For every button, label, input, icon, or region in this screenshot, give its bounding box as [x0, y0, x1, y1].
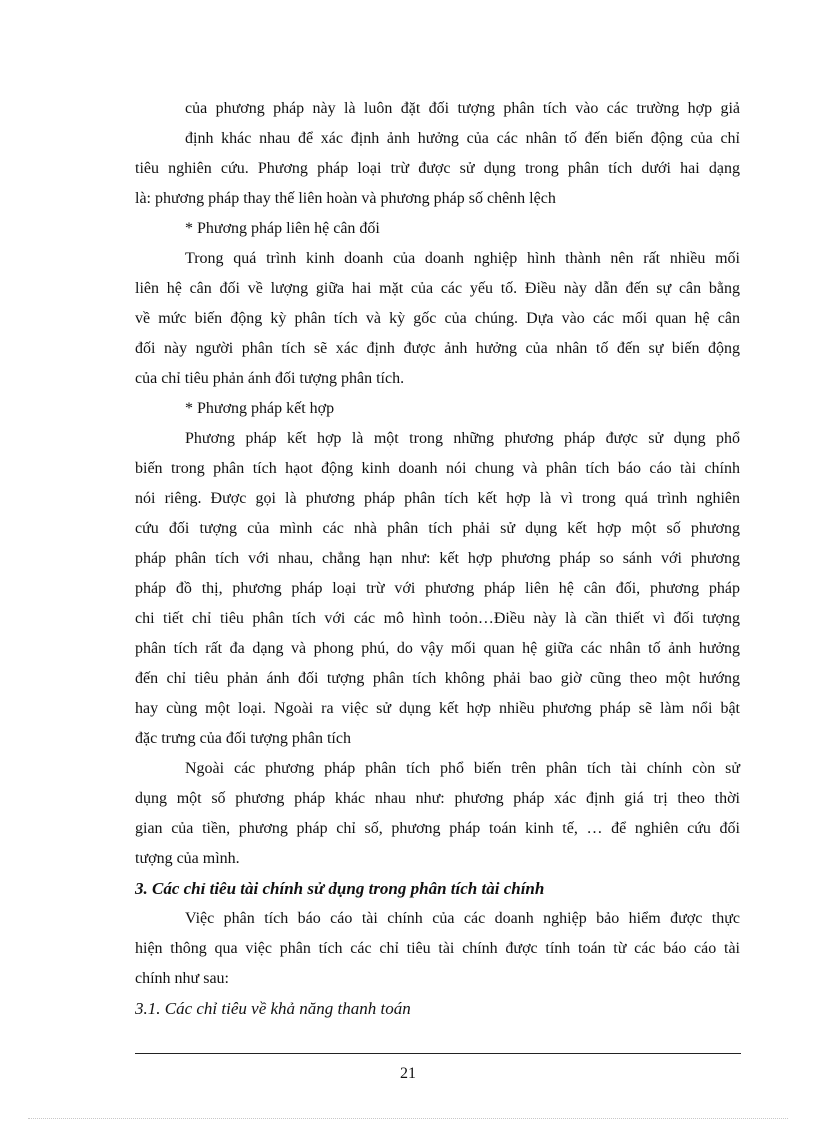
body-line: định khác nhau để xác định ảnh hưởng của các nhân tố đến biến động của chỉ: [185, 130, 740, 147]
body-line: chi tiết chỉ tiêu phân tích với các mô hình toỏn…Điều này là cần thiết vì đối tượng: [135, 610, 740, 627]
body-line: về mức biến động kỳ phân tích và kỳ gốc của chúng. Dựa vào các mối quan hệ cân: [135, 310, 740, 327]
body-line: cứu đối tượng của mình các nhà phân tích phải sử dụng kết hợp một số phương: [135, 520, 740, 537]
body-line: biến trong phân tích hạot động kinh doanh nói chung và phân tích báo cáo tài chính: [135, 460, 740, 477]
method-label: * Phương pháp kết hợp: [185, 400, 335, 417]
subsection-heading: 3.1. Các chỉ tiêu về khả năng thanh toán: [135, 999, 411, 1018]
method-label: * Phương pháp liên hệ cân đối: [185, 220, 380, 237]
body-line: đối này người phân tích sẽ xác định được ảnh hưởng của nhân tố đến sự biến động: [135, 340, 740, 357]
body-line: là: phương pháp thay thế liên hoàn và phương pháp số chênh lệch: [135, 190, 556, 207]
body-line: dụng một số phương pháp khác nhau như: phương pháp xác định giá trị theo thời: [135, 790, 740, 807]
body-line: Việc phân tích báo cáo tài chính của các doanh nghiệp bảo hiểm được thực: [185, 910, 740, 927]
body-line: gian của tiền, phương pháp chỉ số, phương pháp toán kinh tế, … để nghiên cứu đối: [135, 820, 740, 837]
body-line: của chỉ tiêu phản ánh đối tượng phân tích.: [135, 370, 405, 387]
page-edge-divider: [28, 1118, 788, 1119]
body-line: phân tích rất đa dạng và phong phú, do vậy mối quan hệ giữa các nhân tố ảnh hưởng: [135, 640, 740, 657]
body-line: pháp phân tích với nhau, chẳng hạn như: kết hợp phương pháp so sánh với phương: [135, 550, 740, 567]
body-line: nói riêng. Được gọi là phương pháp phân tích kết hợp là vì trong quá trình nghiên: [135, 490, 740, 507]
body-line: liên hệ cân đối về lượng giữa hai mặt của các yếu tố. Điều này dẫn đến sự cân bằng: [135, 280, 740, 297]
footer-divider: [135, 1053, 741, 1054]
body-line: chính như sau:: [135, 970, 229, 987]
body-line: pháp đồ thị, phương pháp loại trừ với phương pháp liên hệ cân đối, phương pháp: [135, 580, 740, 597]
body-line: Ngoài các phương pháp phân tích phổ biến trên phân tích tài chính còn sử: [185, 760, 740, 777]
page-number: 21: [400, 1065, 416, 1082]
body-line: Phương pháp kết hợp là một trong những phương pháp được sử dụng phổ: [185, 430, 740, 447]
body-line: đến chỉ tiêu phản ánh đối tượng phân tích không phải bao giờ cũng theo một hướng: [135, 670, 740, 687]
body-line: đặc trưng của đối tượng phân tích: [135, 730, 351, 747]
body-line: Trong quá trình kinh doanh của doanh nghiệp hình thành nên rất nhiều mối: [185, 250, 740, 267]
body-line: của phương pháp này là luôn đặt đối tượng phân tích vào các trường hợp giả: [185, 100, 740, 117]
body-line: tiêu nghiên cứu. Phương pháp loại trừ được sử dụng trong phân tích dưới hai dạng: [135, 160, 740, 177]
body-line: hay cùng một loại. Ngoài ra việc sử dụng kết hợp nhiều phương pháp sẽ làm nổi bật: [135, 700, 740, 717]
body-line: tượng của mình.: [135, 850, 240, 867]
section-heading: 3. Các chỉ tiêu tài chính sử dụng trong phân tích tài chính: [135, 879, 545, 898]
body-line: hiện thông qua việc phân tích các chỉ tiêu tài chính được tính toán từ các báo cáo tài: [135, 940, 740, 957]
page-content: [135, 94, 740, 1024]
